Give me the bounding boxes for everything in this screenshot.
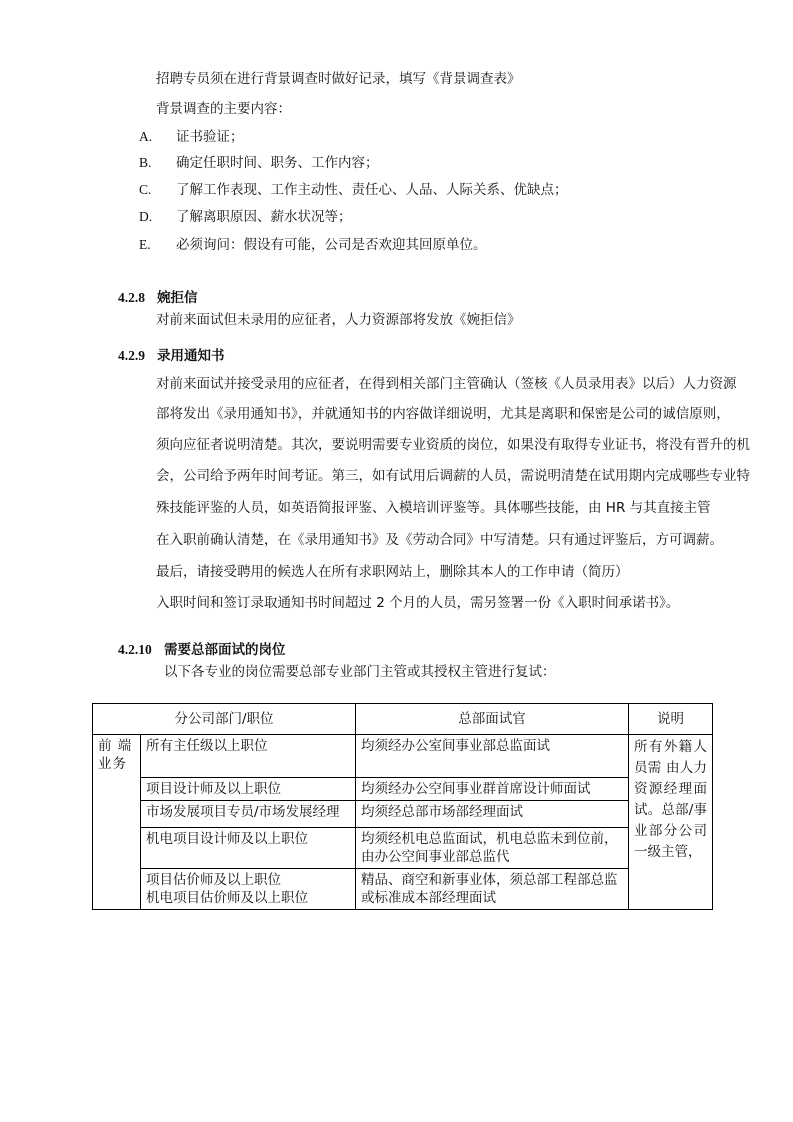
paragraph-line: 部将发出《录用通知书》，并就通知书的内容做详细说明，尤其是离职和保密是公司的诚信原则， [156,406,730,422]
list-item-text: 确定任职时间、职务、工作内容； [176,155,379,171]
table-row [93,869,713,910]
intro-line-1: 招聘专员须在进行背景调查时做好记录，填写《背景调查表》 [156,71,521,87]
table-row [93,828,713,869]
table-cell-note: 所有外籍人员需 由人力资源经理面试。总部/事业部分公司一级主管， [629,735,713,910]
paragraph-line: 须向应征者说明清楚。其次，要说明需要专业资质的岗位，如果没有取得专业证书，将没有晋升的机 [156,437,750,453]
table-cell-position: 机电项目设计师及以上职位 [141,828,356,869]
section-paragraph: 对前来面试但未录用的应征者，人力资源部将发放《婉拒信》 [156,312,521,328]
column-header: 总部面试官 [356,704,629,735]
list-item-marker: A. [139,129,153,144]
section-title: 需要总部面试的岗位 [164,642,286,658]
list-item-marker: B. [139,155,152,170]
table-cell-position: 项目估价师及以上职位 机电项目估价师及以上职位 [141,869,356,910]
list-item-text: 了解工作表现、工作主动性、责任心、人品、人际关系、优缺点； [176,182,568,198]
intro-line-2: 背景调查的主要内容： [156,101,291,117]
list-item-text: 了解离职原因、薪水状况等； [176,209,352,225]
table-cell-interviewer: 均须经总部市场部经理面试 [356,801,629,828]
column-header: 说明 [629,704,713,735]
paragraph-line: 会，公司给予两年时间考证。第三，如有试用后调薪的人员，需说明清楚在试用期内完成哪些专业特 [156,468,750,484]
table-row [93,735,713,778]
section-title: 录用通知书 [157,348,225,364]
column-header: 分公司部门/职位 [93,704,356,735]
table-row [93,778,713,801]
interview-table [92,703,713,910]
list-item-text: 证书验证； [176,129,244,145]
list-item-marker: D. [139,209,153,224]
list-item-marker: E. [139,237,151,252]
section-intro: 以下各专业的岗位需要总部专业部门主管或其授权主管进行复试： [164,664,556,680]
paragraph-line: 殊技能评鉴的人员，如英语简报评鉴、入模培训评鉴等。具体哪些技能，由 HR 与其直接主管 [156,500,711,516]
table-cell-interviewer: 精品、商空和新事业体，须总部工程部总监或标准成本部经理面试 [356,869,629,910]
paragraph-line: 入职时间和签订录取通知书时间超过 2 个月的人员，需另签署一份《入职时间承诺书》。 [156,595,680,611]
table-cell-interviewer: 均须经办公空间事业群首席设计师面试 [356,778,629,801]
section-number: 4.2.9 [118,348,145,363]
list-item-marker: C. [139,182,152,197]
paragraph-line: 最后，请接受聘用的候选人在所有求职网站上，删除其本人的工作申请（简历） [156,564,629,580]
section-number: 4.2.10 [118,642,152,657]
table-header-row [93,704,713,735]
group-label: 前 端 业务 [93,735,141,910]
list-item-text: 必须询问：假设有可能，公司是否欢迎其回原单位。 [176,237,487,253]
section-title: 婉拒信 [157,290,198,306]
table-cell-position: 所有主任级以上职位 [141,735,356,778]
table-cell-position: 市场发展项目专员/市场发展经理 [141,801,356,828]
table-cell-interviewer: 均须经机电总监面试，机电总监未到位前，由办公空间事业部总监代 [356,828,629,869]
paragraph-line: 对前来面试并接受录用的应征者，在得到相关部门主管确认（签核《人员录用表》以后）人力资源 [156,376,737,392]
table-cell-interviewer: 均须经办公室间事业部总监面试 [356,735,629,778]
table-row [93,801,713,828]
table-cell-position: 项目设计师及以上职位 [141,778,356,801]
section-number: 4.2.8 [118,290,145,305]
paragraph-line: 在入职前确认清楚，在《录用通知书》及《劳动合同》中写清楚。只有通过评鉴后，方可调薪。 [156,532,723,548]
